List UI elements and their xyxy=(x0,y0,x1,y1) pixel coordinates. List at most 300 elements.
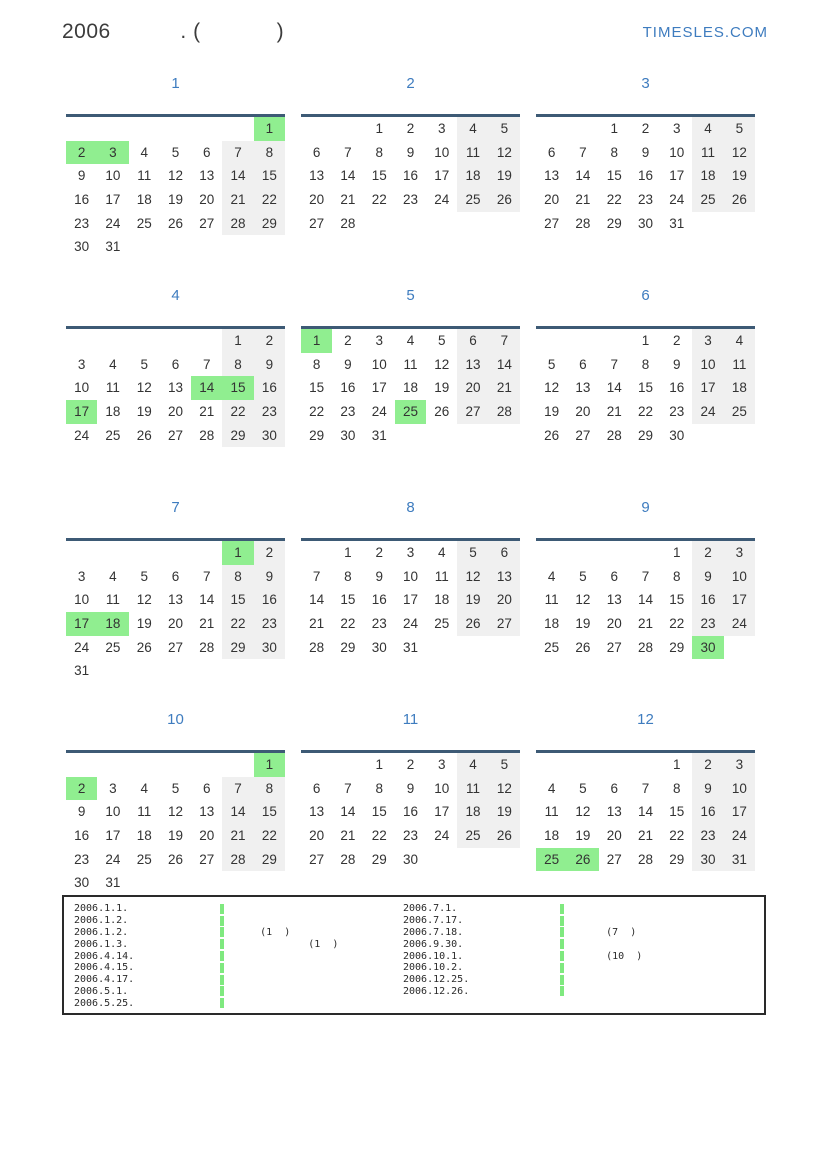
day-cell: 27 xyxy=(167,639,183,655)
day-cell: 27 xyxy=(544,215,560,231)
day-cell: 22 xyxy=(371,192,387,208)
day-cell: 19 xyxy=(434,380,450,396)
day-cell: 13 xyxy=(606,804,622,820)
day-cell: 6 xyxy=(579,356,587,372)
day-cell-empty xyxy=(536,541,567,565)
day-cell: 18 xyxy=(457,800,488,824)
day-cell: 27 xyxy=(309,851,325,867)
legend-row xyxy=(403,927,764,939)
day-cell: 9 xyxy=(254,565,285,589)
legend-marker xyxy=(220,975,224,985)
day-cell: 1 xyxy=(222,541,253,565)
day-cell: 24 xyxy=(105,851,121,867)
day-cell: 22 xyxy=(254,824,285,848)
legend-date: 2006.5.1. xyxy=(74,985,129,997)
day-cell: 5 xyxy=(171,144,180,160)
month-10 xyxy=(66,706,285,918)
day-cell: 8 xyxy=(375,144,383,160)
day-cell: 9 xyxy=(641,144,650,160)
day-cell: 3 xyxy=(438,121,446,136)
day-cell: 17 xyxy=(434,168,450,184)
day-cell: 20 xyxy=(606,616,622,632)
legend-box xyxy=(62,895,766,1015)
day-cell-empty xyxy=(191,659,222,683)
day-cell: 4 xyxy=(457,753,488,777)
day-cell: 2 xyxy=(66,777,97,801)
day-cell: 24 xyxy=(402,616,418,632)
day-cell: 18 xyxy=(136,828,152,844)
day-cell: 29 xyxy=(254,212,285,236)
day-cell: 1 xyxy=(673,757,681,772)
month-4 xyxy=(66,282,285,494)
day-cell-empty xyxy=(160,871,191,895)
day-cell-empty xyxy=(395,424,426,448)
day-cell: 21 xyxy=(222,188,253,212)
day-cell-empty xyxy=(724,424,755,448)
day-cell-empty xyxy=(222,659,253,683)
legend-note: (1 ) xyxy=(224,938,339,950)
day-cell: 21 xyxy=(489,376,520,400)
day-cell: 28 xyxy=(575,215,591,231)
day-cell: 10 xyxy=(434,780,450,796)
day-cell: 9 xyxy=(77,804,86,820)
day-cell: 15 xyxy=(371,804,387,820)
day-cell: 28 xyxy=(637,851,653,867)
day-cell: 23 xyxy=(692,612,723,636)
day-cell: 4 xyxy=(547,568,556,584)
day-cell: 31 xyxy=(371,427,387,443)
day-cell: 18 xyxy=(724,376,755,400)
day-cell: 27 xyxy=(199,215,215,231)
day-cell: 26 xyxy=(434,404,450,420)
month-title: 12 xyxy=(637,711,654,728)
day-cell: 25 xyxy=(136,215,152,231)
day-cell: 11 xyxy=(544,592,559,608)
day-cell-empty xyxy=(129,235,160,259)
day-cell: 5 xyxy=(489,117,520,141)
day-cell: 1 xyxy=(254,117,285,141)
month-11 xyxy=(301,706,520,918)
day-cell: 21 xyxy=(575,192,591,208)
day-cell: 12 xyxy=(489,777,520,801)
day-cell: 2 xyxy=(344,333,352,348)
day-cell: 22 xyxy=(637,404,653,420)
month-days xyxy=(536,750,755,871)
day-cell: 12 xyxy=(724,141,755,165)
month-days xyxy=(66,114,285,259)
month-title: 11 xyxy=(402,711,419,728)
day-cell: 6 xyxy=(171,356,180,372)
day-cell: 18 xyxy=(105,404,121,420)
day-cell: 24 xyxy=(105,215,121,231)
day-cell: 3 xyxy=(77,356,86,372)
day-cell: 13 xyxy=(606,592,622,608)
day-cell: 2 xyxy=(406,757,415,772)
day-cell: 17 xyxy=(371,380,387,396)
day-cell: 26 xyxy=(167,215,183,231)
day-cell: 13 xyxy=(199,804,215,820)
day-cell-empty xyxy=(301,541,332,565)
day-cell: 3 xyxy=(724,753,755,777)
day-cell: 4 xyxy=(406,333,415,348)
day-cell-empty xyxy=(97,753,128,777)
legend-row xyxy=(403,903,764,915)
month-days xyxy=(301,750,520,871)
day-cell: 19 xyxy=(575,828,591,844)
day-cell: 21 xyxy=(637,828,653,844)
month-title: 4 xyxy=(171,287,180,304)
month-title: 5 xyxy=(406,287,415,304)
day-cell: 30 xyxy=(340,427,356,443)
day-cell: 14 xyxy=(606,380,622,396)
day-cell-empty xyxy=(426,424,457,448)
day-cell: 9 xyxy=(692,777,723,801)
day-cell-empty xyxy=(567,753,598,777)
legend-row xyxy=(403,938,764,950)
legend-date: 2006.4.15. xyxy=(74,962,135,974)
day-cell-empty xyxy=(254,235,285,259)
month-3 xyxy=(536,70,755,282)
day-cell: 28 xyxy=(340,851,356,867)
day-cell: 23 xyxy=(371,616,387,632)
day-cell: 7 xyxy=(344,780,352,796)
day-cell: 12 xyxy=(457,565,488,589)
day-cell: 7 xyxy=(222,777,253,801)
day-cell: 11 xyxy=(457,141,488,165)
day-cell: 2 xyxy=(641,121,650,136)
day-cell: 27 xyxy=(606,851,622,867)
month-days xyxy=(301,326,520,447)
day-cell: 8 xyxy=(254,141,285,165)
day-cell: 16 xyxy=(637,168,653,184)
day-cell: 10 xyxy=(724,565,755,589)
day-cell: 23 xyxy=(669,404,685,420)
day-cell-empty xyxy=(457,636,488,660)
day-cell: 24 xyxy=(692,400,723,424)
day-cell: 1 xyxy=(254,753,285,777)
day-cell: 8 xyxy=(254,777,285,801)
legend-date: 2006.4.14. xyxy=(74,950,135,962)
day-cell: 22 xyxy=(340,616,356,632)
day-cell: 23 xyxy=(254,400,285,424)
day-cell: 7 xyxy=(641,780,650,796)
day-cell: 31 xyxy=(105,875,121,891)
day-cell: 19 xyxy=(575,616,591,632)
day-cell: 29 xyxy=(254,848,285,872)
day-cell: 17 xyxy=(692,376,723,400)
day-cell: 20 xyxy=(575,404,591,420)
brand-link[interactable]: TIMESLES.COM xyxy=(642,24,768,41)
day-cell: 16 xyxy=(402,168,418,184)
day-cell: 10 xyxy=(669,144,685,160)
legend-date: 2006.10.2. xyxy=(403,962,464,974)
legend-date: 2006.12.26. xyxy=(403,985,470,997)
legend-date: 2006.7.17. xyxy=(403,915,464,927)
legend-marker xyxy=(560,939,564,949)
legend-row xyxy=(74,938,403,950)
day-cell: 20 xyxy=(199,828,215,844)
day-cell: 22 xyxy=(222,400,253,424)
day-cell: 14 xyxy=(340,168,356,184)
day-cell: 12 xyxy=(434,356,450,372)
day-cell: 15 xyxy=(309,380,325,396)
day-cell: 17 xyxy=(724,588,755,612)
day-cell: 18 xyxy=(544,616,560,632)
day-cell-empty xyxy=(191,753,222,777)
day-cell-empty xyxy=(457,212,488,236)
day-cell: 20 xyxy=(309,192,325,208)
day-cell: 27 xyxy=(167,427,183,443)
day-cell: 29 xyxy=(340,639,356,655)
day-cell: 15 xyxy=(606,168,622,184)
day-cell: 28 xyxy=(222,848,253,872)
day-cell: 22 xyxy=(222,612,253,636)
day-cell-empty xyxy=(630,753,661,777)
day-cell: 30 xyxy=(74,875,90,891)
day-cell: 30 xyxy=(692,848,723,872)
day-cell: 19 xyxy=(167,828,183,844)
day-cell: 12 xyxy=(167,168,183,184)
day-cell: 25 xyxy=(692,188,723,212)
day-cell-empty xyxy=(222,753,253,777)
day-cell: 10 xyxy=(371,356,387,372)
month-title: 10 xyxy=(167,711,184,728)
month-title: 8 xyxy=(406,499,415,516)
day-cell: 14 xyxy=(575,168,591,184)
day-cell: 13 xyxy=(575,380,591,396)
day-cell: 21 xyxy=(309,616,325,632)
day-cell: 20 xyxy=(309,828,325,844)
month-days xyxy=(536,326,755,447)
day-cell: 10 xyxy=(74,592,90,608)
day-cell-empty xyxy=(97,659,128,683)
day-cell-empty xyxy=(567,329,598,353)
day-cell: 31 xyxy=(105,239,121,255)
day-cell-empty xyxy=(692,424,723,448)
day-cell-empty xyxy=(191,871,222,895)
day-cell: 10 xyxy=(724,777,755,801)
day-cell: 17 xyxy=(66,612,97,636)
day-cell: 14 xyxy=(191,376,222,400)
day-cell: 28 xyxy=(309,639,325,655)
day-cell-empty xyxy=(489,424,520,448)
day-cell: 20 xyxy=(606,828,622,844)
day-cell: 4 xyxy=(438,545,446,560)
day-cell: 19 xyxy=(136,404,152,420)
day-cell-empty xyxy=(129,871,160,895)
day-cell-empty xyxy=(332,753,363,777)
day-cell: 30 xyxy=(692,636,723,660)
day-cell: 15 xyxy=(669,804,685,820)
day-cell: 26 xyxy=(136,427,152,443)
day-cell: 10 xyxy=(105,168,121,184)
day-cell: 24 xyxy=(724,612,755,636)
day-cell: 23 xyxy=(637,192,653,208)
day-cell: 8 xyxy=(222,353,253,377)
day-cell: 8 xyxy=(673,568,681,584)
day-cell: 28 xyxy=(199,427,215,443)
day-cell: 17 xyxy=(434,804,450,820)
legend-marker xyxy=(560,986,564,996)
day-cell-empty xyxy=(254,659,285,683)
day-cell: 26 xyxy=(489,824,520,848)
day-cell: 25 xyxy=(724,400,755,424)
day-cell: 25 xyxy=(105,639,121,655)
day-cell-empty xyxy=(191,329,222,353)
day-cell: 25 xyxy=(457,188,488,212)
month-5 xyxy=(301,282,520,494)
legend-column-left xyxy=(74,903,403,1013)
day-cell: 19 xyxy=(489,800,520,824)
day-cell: 24 xyxy=(724,824,755,848)
day-cell: 1 xyxy=(610,121,618,136)
legend-column-right xyxy=(403,903,764,1013)
day-cell: 16 xyxy=(254,588,285,612)
day-cell: 23 xyxy=(74,851,90,867)
day-cell: 8 xyxy=(641,356,650,372)
day-cell-empty xyxy=(160,753,191,777)
day-cell-empty xyxy=(129,541,160,565)
day-cell: 30 xyxy=(637,215,653,231)
day-cell: 20 xyxy=(544,192,560,208)
day-cell: 17 xyxy=(66,400,97,424)
day-cell: 15 xyxy=(254,800,285,824)
day-cell-empty xyxy=(129,117,160,141)
day-cell: 11 xyxy=(434,568,449,584)
legend-row xyxy=(74,903,403,915)
day-cell: 17 xyxy=(669,168,685,184)
month-title: 9 xyxy=(641,499,650,516)
day-cell-empty xyxy=(97,329,128,353)
day-cell: 17 xyxy=(105,828,121,844)
legend-row xyxy=(74,950,403,962)
day-cell: 5 xyxy=(140,568,148,584)
day-cell: 23 xyxy=(402,192,418,208)
day-cell-empty xyxy=(66,541,97,565)
day-cell: 7 xyxy=(641,568,650,584)
day-cell: 8 xyxy=(375,780,383,796)
day-cell: 31 xyxy=(402,639,418,655)
day-cell: 22 xyxy=(371,828,387,844)
day-cell: 6 xyxy=(312,780,321,796)
month-title: 1 xyxy=(171,75,180,92)
day-cell: 9 xyxy=(673,356,681,372)
day-cell: 15 xyxy=(340,592,356,608)
day-cell: 13 xyxy=(167,380,183,396)
day-cell: 12 xyxy=(544,380,560,396)
legend-row xyxy=(403,962,764,974)
day-cell: 2 xyxy=(406,121,415,136)
day-cell: 21 xyxy=(222,824,253,848)
day-cell: 10 xyxy=(402,568,418,584)
day-cell: 19 xyxy=(457,588,488,612)
day-cell: 21 xyxy=(340,192,356,208)
day-cell: 22 xyxy=(254,188,285,212)
legend-marker xyxy=(220,963,224,973)
month-days xyxy=(66,750,285,895)
month-title: 6 xyxy=(641,287,650,304)
day-cell: 16 xyxy=(692,800,723,824)
day-cell: 23 xyxy=(254,612,285,636)
day-cell: 2 xyxy=(692,753,723,777)
month-days xyxy=(301,538,520,659)
legend-row xyxy=(74,974,403,986)
day-cell-empty xyxy=(599,541,630,565)
day-cell: 12 xyxy=(575,592,591,608)
day-cell: 1 xyxy=(301,329,332,353)
day-cell: 29 xyxy=(371,851,387,867)
day-cell: 3 xyxy=(375,333,383,348)
legend-date: 2006.4.17. xyxy=(74,974,135,986)
day-cell: 14 xyxy=(222,800,253,824)
day-cell: 23 xyxy=(692,824,723,848)
month-days xyxy=(301,114,520,235)
day-cell: 25 xyxy=(536,848,567,872)
day-cell-empty xyxy=(599,753,630,777)
day-cell: 29 xyxy=(637,427,653,443)
day-cell: 7 xyxy=(203,356,211,372)
day-cell: 5 xyxy=(547,356,556,372)
day-cell: 24 xyxy=(74,639,90,655)
day-cell: 28 xyxy=(637,639,653,655)
day-cell: 24 xyxy=(371,404,387,420)
day-cell: 10 xyxy=(105,804,121,820)
legend-date: 2006.1.2. xyxy=(74,915,129,927)
month-days xyxy=(66,326,285,447)
day-cell: 6 xyxy=(171,568,180,584)
day-cell: 30 xyxy=(254,424,285,448)
legend-date: 2006.1.3. xyxy=(74,938,129,950)
legend-marker xyxy=(560,963,564,973)
day-cell: 3 xyxy=(724,541,755,565)
day-cell-empty xyxy=(536,329,567,353)
legend-row xyxy=(74,915,403,927)
day-cell: 5 xyxy=(438,333,446,348)
day-cell: 18 xyxy=(544,828,560,844)
day-cell: 26 xyxy=(544,427,560,443)
day-cell: 9 xyxy=(254,353,285,377)
day-cell: 21 xyxy=(199,404,215,420)
day-cell-empty xyxy=(66,117,97,141)
day-cell-empty xyxy=(630,541,661,565)
day-cell-empty xyxy=(395,212,426,236)
day-cell: 5 xyxy=(171,780,180,796)
day-cell-empty xyxy=(692,212,723,236)
day-cell: 12 xyxy=(489,141,520,165)
day-cell: 15 xyxy=(371,168,387,184)
legend-date: 2006.7.18. xyxy=(403,926,464,938)
day-cell: 20 xyxy=(457,376,488,400)
day-cell: 22 xyxy=(669,828,685,844)
legend-row xyxy=(403,915,764,927)
day-cell-empty xyxy=(457,848,488,872)
day-cell: 11 xyxy=(544,804,559,820)
day-cell: 14 xyxy=(222,164,253,188)
day-cell: 11 xyxy=(137,804,152,820)
day-cell: 28 xyxy=(489,400,520,424)
day-cell: 29 xyxy=(309,427,325,443)
day-cell: 22 xyxy=(606,192,622,208)
day-cell: 2 xyxy=(254,541,285,565)
day-cell: 8 xyxy=(344,568,352,584)
day-cell: 19 xyxy=(489,164,520,188)
day-cell: 30 xyxy=(669,427,685,443)
day-cell-empty xyxy=(301,753,332,777)
day-cell: 27 xyxy=(457,400,488,424)
day-cell: 24 xyxy=(434,828,450,844)
legend-row xyxy=(74,927,403,939)
day-cell: 16 xyxy=(669,380,685,396)
